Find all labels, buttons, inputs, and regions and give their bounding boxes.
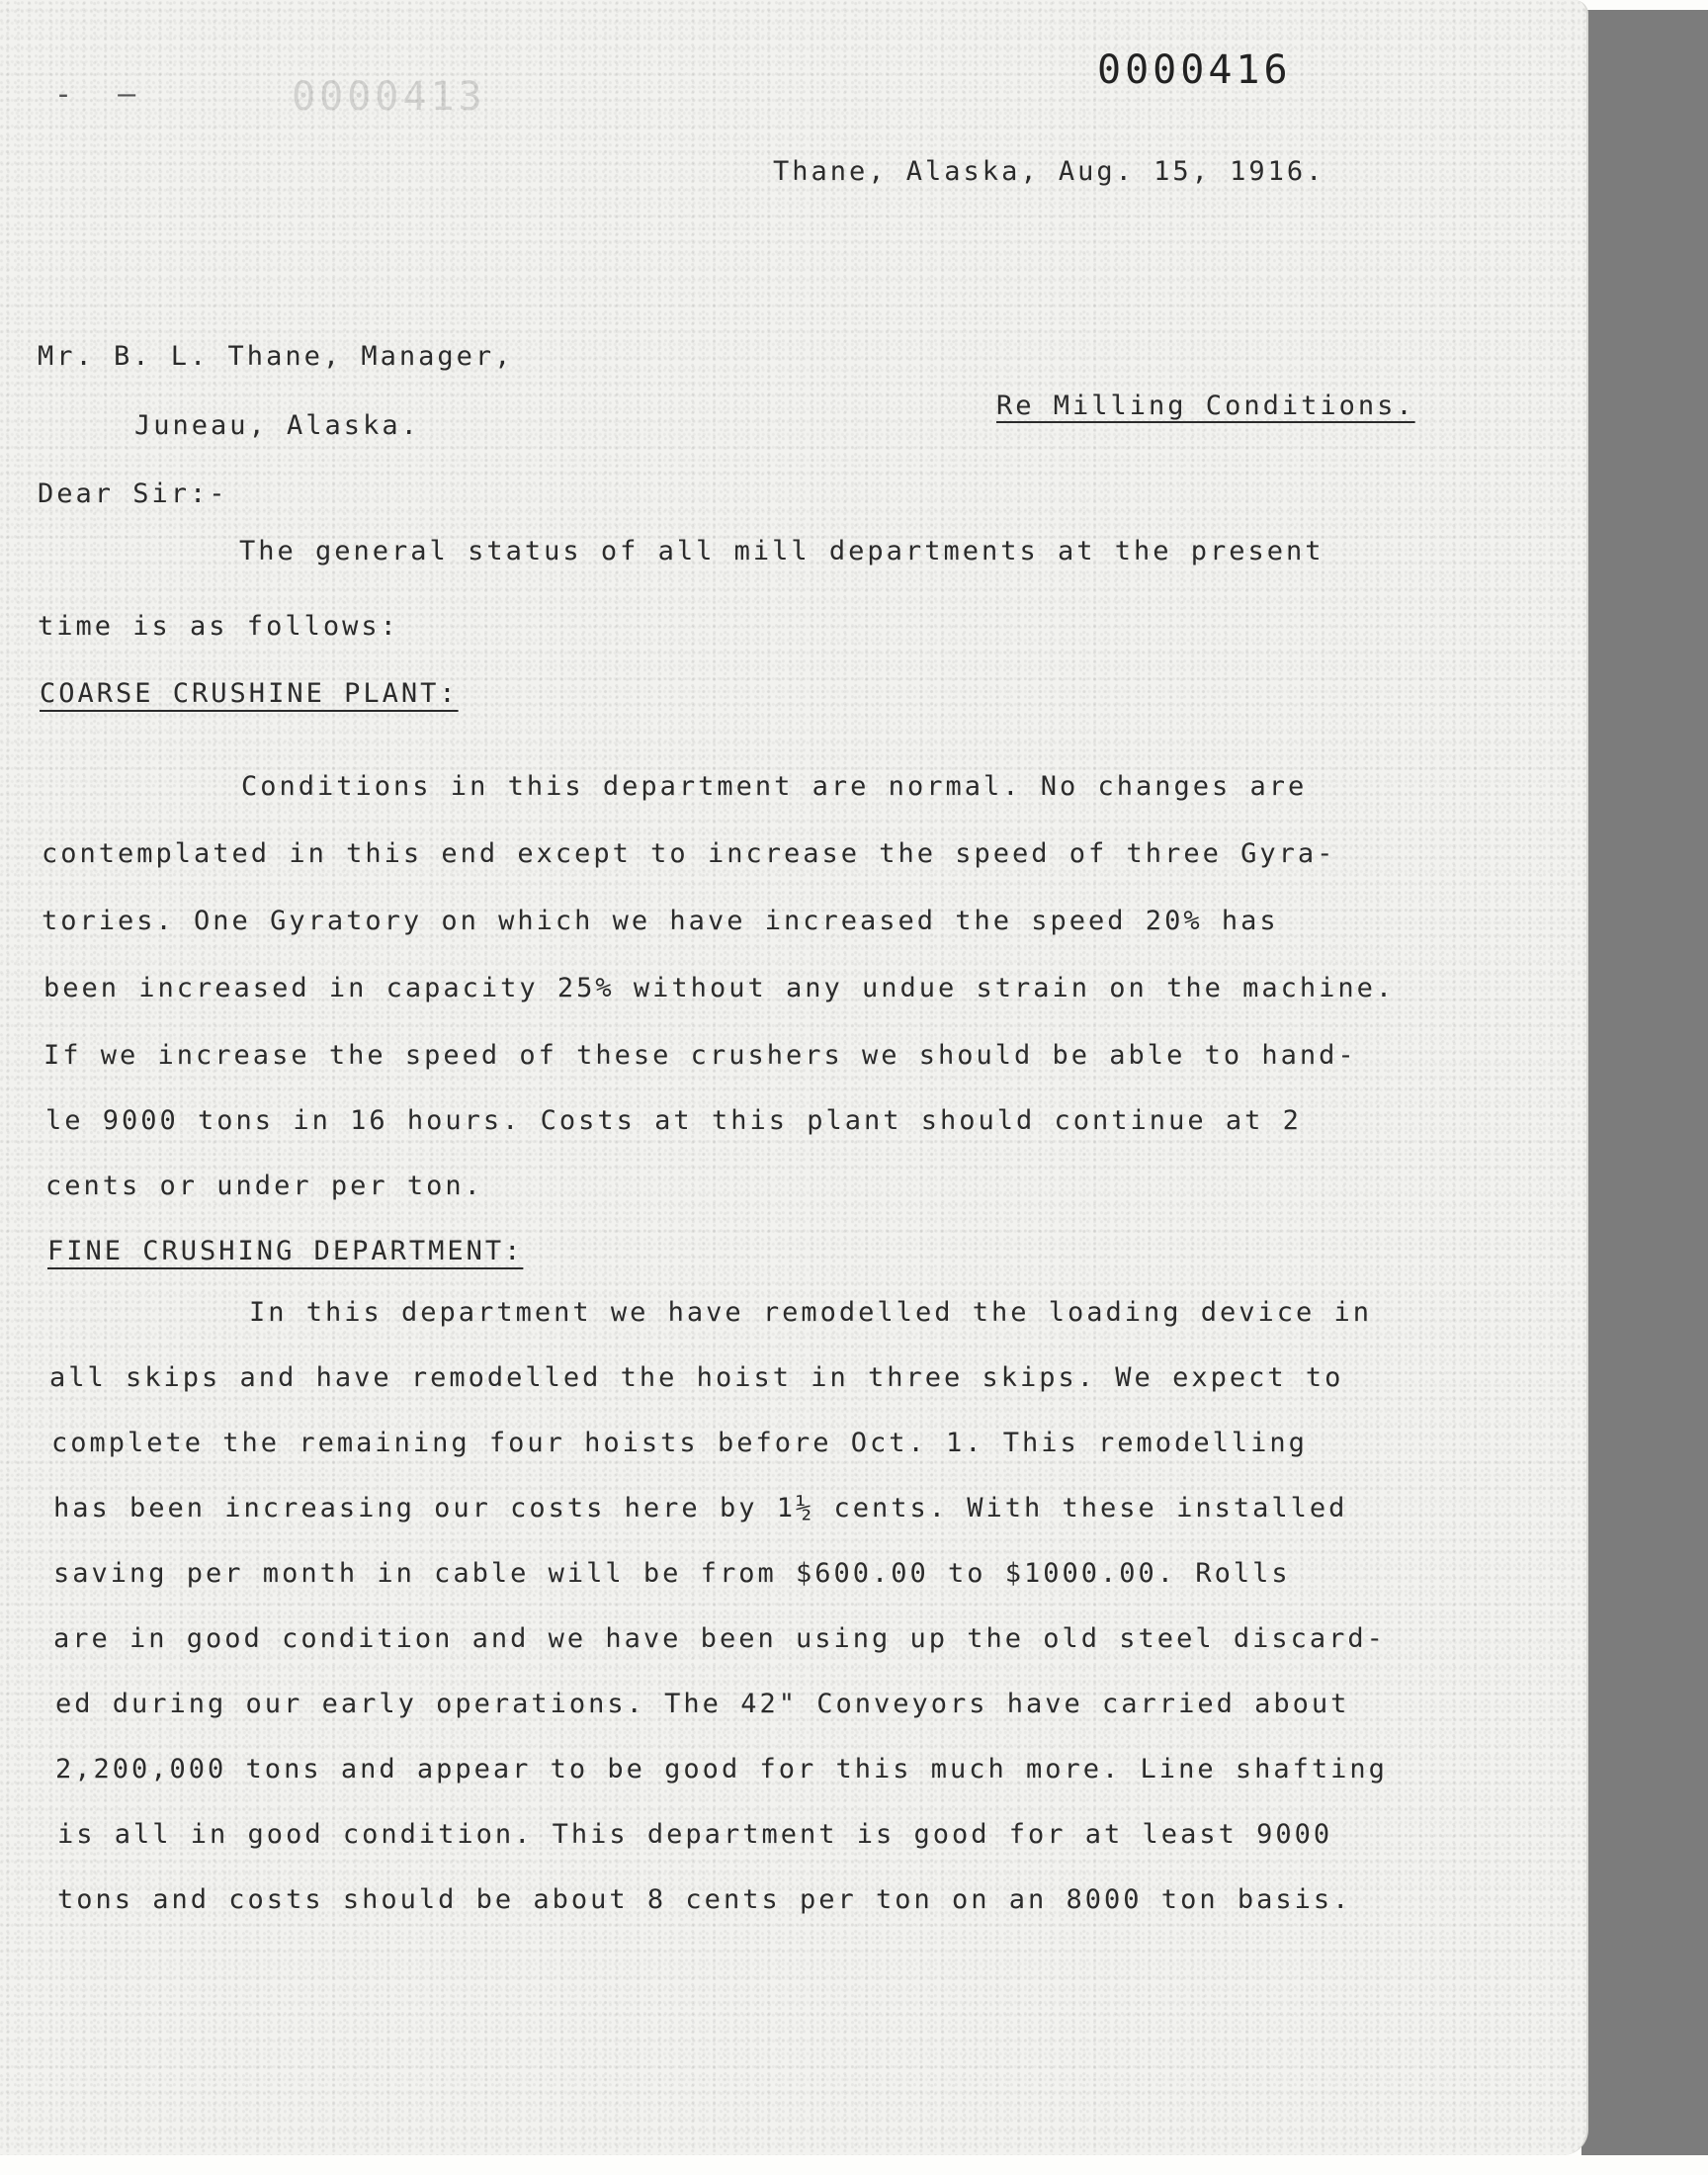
intro-line-2: time is as follows: xyxy=(38,611,399,642)
bottom-margin xyxy=(0,2155,1708,2175)
coarse-line-3: tories. One Gyratory on which we have increased the speed 20% has xyxy=(42,906,1279,936)
faded-stamp-number: 0000413 xyxy=(292,74,486,120)
fine-line-4: has been increasing our costs here by 1½ cents. With these installed xyxy=(53,1493,1348,1523)
fine-line-9: is all in good condition. This department is good for at least 9000 xyxy=(57,1819,1333,1850)
coarse-line-5: If we increase the speed of these crushers we should be able to hand- xyxy=(43,1040,1357,1071)
coarse-line-6: le 9000 tons in 16 hours. Costs at this plant should continue at 2 xyxy=(45,1105,1302,1136)
date-line: Thane, Alaska, Aug. 15, 1916. xyxy=(773,156,1325,187)
fine-line-8: 2,200,000 tons and appear to be good for this much more. Line shafting xyxy=(55,1754,1388,1784)
addressee-name: Mr. B. L. Thane, Manager, xyxy=(38,341,514,372)
fine-line-10: tons and costs should be about 8 cents per ton on an 8000 ton basis. xyxy=(57,1884,1352,1915)
fine-line-3: complete the remaining four hoists before Oct. 1. This remodelling xyxy=(51,1428,1308,1458)
coarse-line-4: been increased in capacity 25% without any undue strain on the machine. xyxy=(43,973,1396,1003)
fine-line-7: ed during our early operations. The 42" Conveyors have carried about xyxy=(55,1689,1350,1719)
coarse-line-2: contemplated in this end except to increase the speed of three Gyra- xyxy=(42,838,1336,869)
page-shadow xyxy=(1581,10,1708,2165)
subject-line: Re Milling Conditions. xyxy=(996,391,1415,421)
corner-mark: - — xyxy=(54,77,150,112)
coarse-line-1: Conditions in this department are normal. No changes are xyxy=(241,771,1308,802)
coarse-crushing-heading: COARSE CRUSHINE PLANT: xyxy=(40,678,459,709)
fine-line-5: saving per month in cable will be from $600.00 to $1000.00. Rolls xyxy=(53,1558,1291,1589)
addressee-location: Juneau, Alaska. xyxy=(134,410,420,441)
coarse-line-7: cents or under per ton. xyxy=(45,1171,483,1201)
fine-crushing-heading: FINE CRUSHING DEPARTMENT: xyxy=(47,1236,524,1266)
fine-line-2: all skips and have remodelled the hoist in three skips. We expect to xyxy=(49,1362,1344,1393)
salutation: Dear Sir:- xyxy=(38,478,228,509)
intro-line-1: The general status of all mill departments at the present xyxy=(239,536,1324,566)
fine-line-1: In this department we have remodelled the loading device in xyxy=(249,1297,1373,1328)
document-number: 0000416 xyxy=(1097,47,1292,93)
fine-line-6: are in good condition and we have been using up the old steel discard- xyxy=(53,1623,1386,1654)
